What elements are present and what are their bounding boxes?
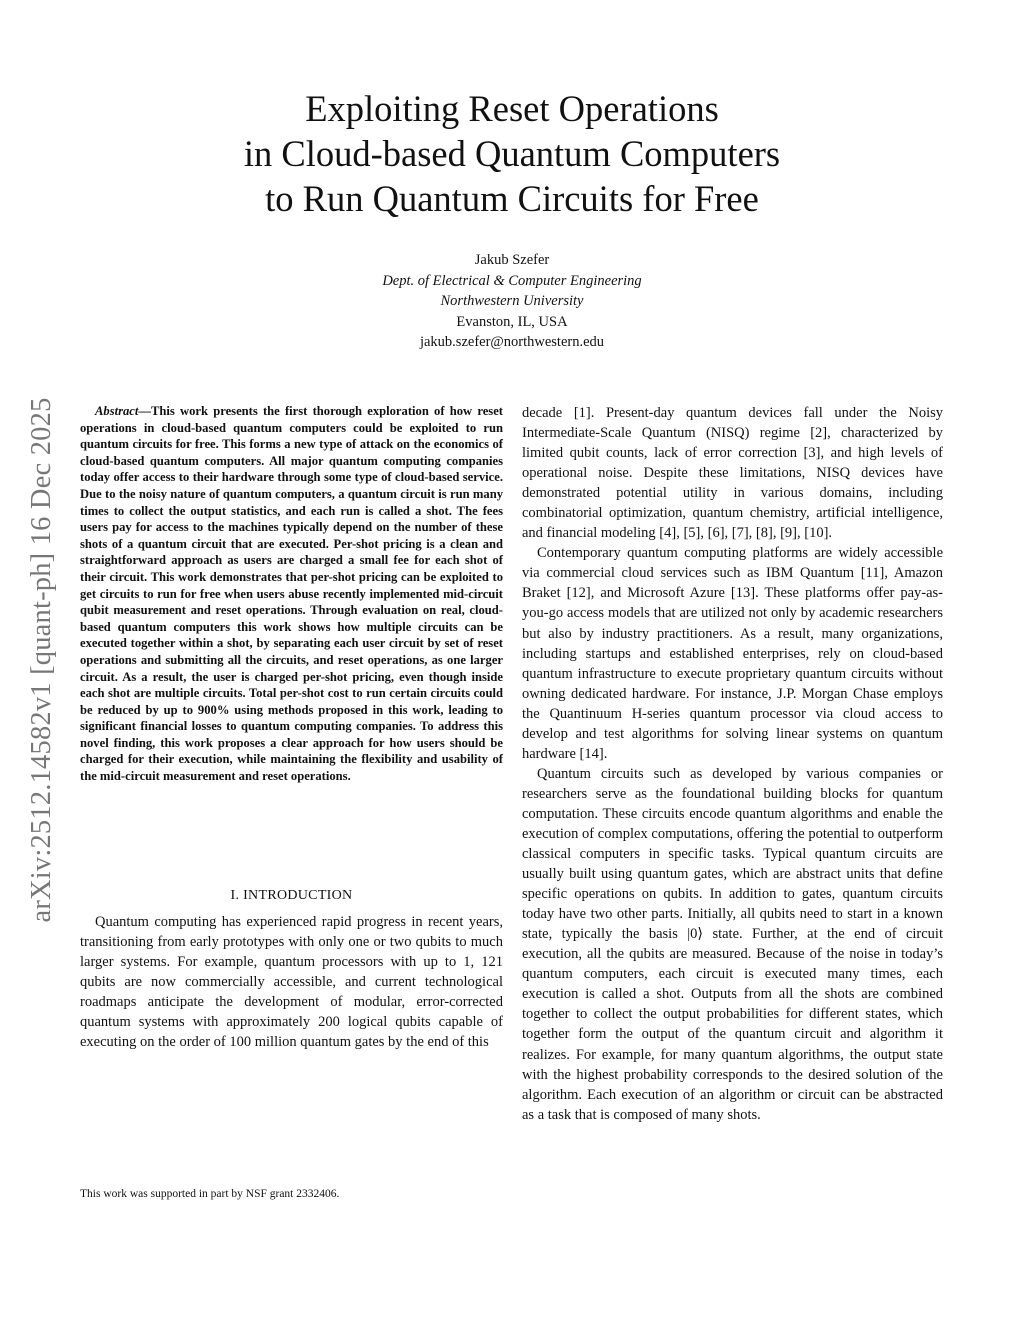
arxiv-identifier bbox=[27, 350, 57, 970]
body-paragraph: Quantum computing has experienced rapid progress in recent years, transitioning from early prototypes with only one or two qubits to much larger systems. For example, quantum processors with up to 1, 121 qubits are now commercially accessible, and current technological roadmaps anticipate the development of modular, error-corrected quantum systems with approximately 200 logical qubits capable of executing on the order of 100 million quantum gates by the end of this bbox=[80, 914, 503, 1051]
right-column bbox=[522, 403, 943, 1125]
paper-title bbox=[150, 86, 874, 221]
title-line: Exploiting Reset Operations bbox=[305, 88, 719, 129]
abstract-paragraph bbox=[80, 403, 503, 785]
body-paragraph: decade [1]. Present-day quantum devices fall under the Noisy Intermediate-Scale Quantum (NISQ) regime [2], characterized by limited qubit counts, lack of error correction [3], and high levels of operational noise. Despite these limitations, NISQ devices have demonstrated potential utility in various domains, including combinatorial optimization, quantum chemistry, artificial intelligence, and financial modeling [4], [5], [6], [7], [8], [9], [10]. bbox=[522, 405, 943, 542]
section-heading: I. INTRODUCTION bbox=[230, 888, 353, 903]
footnote bbox=[80, 1187, 503, 1201]
left-column bbox=[80, 912, 503, 1052]
author-university: Northwestern University bbox=[440, 293, 584, 309]
author-email: jakub.szefer@northwestern.edu bbox=[419, 334, 605, 350]
title-line: in Cloud-based Quantum Computers bbox=[243, 133, 781, 174]
abstract-text: —This work presents the first thorough exploration of how reset operations in cloud-based quantum computers could be exploited to run quantum circuits for free. This forms a new type of attack on the economics of cloud-based quantum computers. All major quantum computing companies today offer access to their hardware through some type of cloud-based service. Due to the noisy nature of quantum computers, a quantum circuit is run many times to collect the output statistics, and each run is called a shot. The fees users pay for access to the machines typically depend on the number of these shots of a quantum circuit that are executed. Per-shot pricing is a clean and straightforward approach as users are charged a small fee for each shot of their circuit. This work demonstrates that per-shot pricing can be exploited to get circuits to run for free when users abuse recently implemented mid-circuit qubit measurement and reset operations. Through evaluation on real, cloud-based quantum computers this work shows how multiple circuits can be executed together within a shot, by separating each user circuit by set of reset operations and submitting all the circuits, and reset operations, as one larger circuit. As a result, the user is charged per-shot pricing, even though inside each shot are multiple circuits. Total per-shot cost to run certain circuits could be reduced by up to 900% using methods proposed in this work, leading to significant financial losses to quantum computing companies. To address this novel finding, this work proposes a clear approach for how users should be charged for their execution, while maintaining the flexibility and usability of the mid-circuit measurement and reset operations. bbox=[80, 404, 503, 784]
title-line: to Run Quantum Circuits for Free bbox=[265, 178, 759, 219]
arxiv-identifier-text: arXiv:2512.14582v1 [quant-ph] 16 Dec 2025 bbox=[26, 397, 57, 923]
author-block bbox=[262, 250, 762, 353]
author-location: Evanston, IL, USA bbox=[456, 313, 568, 330]
body-paragraph: Contemporary quantum computing platforms are widely accessible via commercial cloud services such as IBM Quantum [11], Amazon Braket [12], and Microsoft Azure [13]. These platforms offer pay-as-you-go access models that are utilized not only by academic researchers but also by industry practitioners. As a result, many organizations, including startups and established enterprises, rely on cloud-based quantum infrastructure to execute proprietary quantum circuits without owning dedicated hardware. For instance, J.P. Morgan Chase employs the Quantinuum H-series quantum processor via cloud access to develop and test algorithms for solving linear systems on quantum hardware [14]. bbox=[522, 545, 943, 762]
abstract-label: Abstract bbox=[95, 404, 139, 418]
author-name: Jakub Szefer bbox=[474, 252, 550, 268]
author-department: Dept. of Electrical & Computer Engineering bbox=[382, 272, 642, 289]
footnote-text: This work was supported in part by NSF grant 2332406. bbox=[80, 1188, 340, 1200]
body-paragraph: Quantum circuits such as developed by various companies or researchers serve as the foundational building blocks for quantum computation. These circuits encode quantum algorithms and enable the execution of complex computations, offering the potential to outperform classical computers in specific tasks. Typical quantum circuits are usually built using quantum gates, which are abstract units that define specific operations on qubits. In addition to gates, quantum circuits today have two other parts. Initially, all qubits need to start in a known state, typically the basis |0⟩ state. Further, at the end of circuit execution, all the qubits are measured. Because of the noise in today’s quantum computers, each circuit is executed many times, each execution is called a shot. Outputs from all the shots are combined together to collect the output probabilities for different states, which together form the output of the quantum circuit and algorithm it realizes. For example, for many quantum algorithms, the output state with the highest probability corresponds to the desired solution of the algorithm. Each execution of an algorithm or circuit can be abstracted as a task that is composed of many shots. bbox=[522, 765, 943, 1123]
abstract bbox=[80, 403, 503, 785]
